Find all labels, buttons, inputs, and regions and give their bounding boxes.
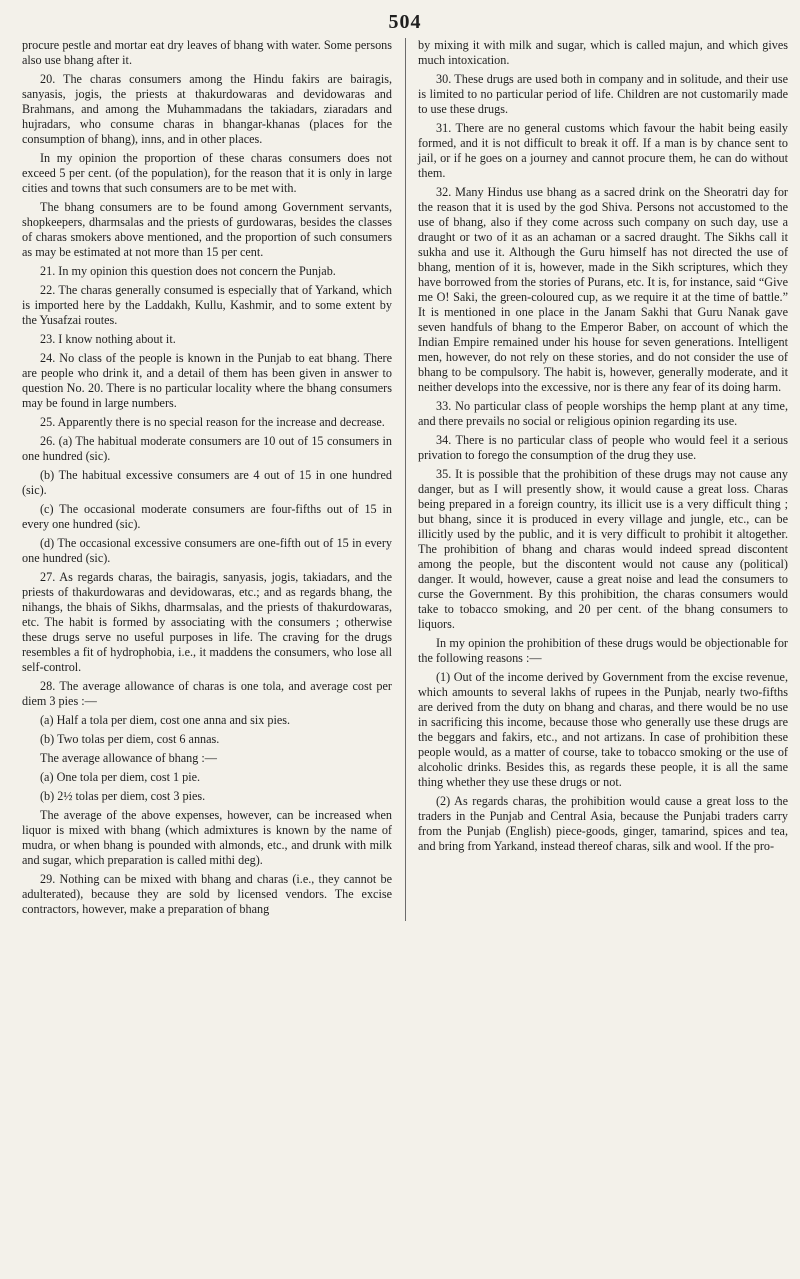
column-divider [405, 38, 406, 921]
paragraph: 32. Many Hindus use bhang as a sacred drink on the Sheoratri day for the reason that it is used by the god Shiva. Persons not accustomed to the use of bhang, also if they come across such company on such day, use a draught or two of it as an achaman or a sacred draught. The Sikhs call it sukha and use it. Although the Guru himself has not directed the use of bhang, mention of it is, however, made in the Sikh scriptures, which they have borrowed from the stories of Purans, etc. It is, for instance, said “Give me O! Saki, the green-coloured cup, as we require it at the time of battle.” It is mentioned in one place in the Janam Sakhi that Guru Nanak gave seven handfuls of bhang to the Emperor Baber, on account of which the Indian Empire remained under his house for seven generations. Intelligent men, however, do not rely on these stories, and do not consider the use of bhang to be compulsory. The habit is, however, generally moderate, and it neither develops into the excessive, nor is there any fear of its doing harm. [418, 185, 788, 394]
paragraph: 30. These drugs are used both in company and in solitude, and their use is limited to no particular period of life. Children are not customarily made to use these drugs. [418, 72, 788, 116]
paragraph: procure pestle and mortar eat dry leaves of bhang with water. Some persons also use bhang after it. [22, 38, 392, 67]
paragraph: (2) As regards charas, the prohibition would cause a great loss to the traders in the Punjab and Central Asia, because the Punjabi traders carry from the Punjab (English) piece-goods, ginger, tamarind, spices and tea, and bring from Yarkand, instead thereof charas, silk and wool. If the pro- [418, 794, 788, 853]
paragraph: 26. (a) The habitual moderate consumers are 10 out of 15 consumers in one hundred (sic). [22, 434, 392, 463]
paragraph: 28. The average allowance of charas is one tola, and average cost per diem 3 pies :— [22, 679, 392, 708]
paragraph: (c) The occasional moderate consumers are four-fifths out of 15 in every one hundred (sic). [22, 502, 392, 531]
paragraph: The bhang consumers are to be found among Government servants, shopkeepers, dharmsalas and the priests of gurdowaras, besides the classes of charas smokers above mentioned, and the proportion of such consumers as may be estimated at not more than 15 per cent. [22, 200, 392, 259]
paragraph: 20. The charas consumers among the Hindu fakirs are bairagis, sanyasis, jogis, the priests at thakurdowaras and devidowaras and Brahmans, and among the Muhammadans the takiadars, ziaradars and hujradars, who consume charas in bhangar-khanas (places for the consumption of bhang), inns, and in other places. [22, 72, 392, 146]
right-column [418, 38, 788, 921]
paragraph: (a) One tola per diem, cost 1 pie. [40, 770, 201, 784]
page-number: 504 [388, 11, 422, 33]
paragraph: 27. As regards charas, the bairagis, sanyasis, jogis, takiadars, and the priests of thakurdowaras and devidowaras, etc.; and as regards bhang, the nihangs, the bhais of Sikhs, dharmsalas, and the priests of thakurdowaras, etc. The habit is formed by associating with the consumers ; otherwise these drugs serve no useful purposes in life. The craving for the drugs resembles a fit of hydrophobia, i.e., it maddens the consumers, who lose all self-control. [22, 570, 392, 674]
paragraph: (1) Out of the income derived by Government from the excise revenue, which amounts to several lakhs of rupees in the Punjab, nearly two-fifths are derived from the duty on bhang and charas, and there would be no use in sacrificing this income, because those who generally use these drugs are the beggars and fakirs, etc., and not artizans. In case of prohibition these people would, as a matter of course, take to tobacco smoking or the use of alcoholic drinks. Besides this, as regards these people, it is all the same thing whether they use these drugs or not. [418, 670, 788, 789]
paragraph: (b) Two tolas per diem, cost 6 annas. [40, 732, 220, 746]
paragraph: In my opinion the proportion of these charas consumers does not exceed 5 per cent. (of the population), for the reason that it is only in large cities and towns that such consumers are to be met with. [22, 151, 392, 195]
paragraph: (b) The habitual excessive consumers are 4 out of 15 in one hundred (sic). [22, 468, 392, 497]
two-column-body [22, 38, 788, 921]
paragraph: 34. There is no particular class of people who would feel it a serious privation to forego the consumption of the drug they use. [418, 433, 788, 462]
paragraph: 21. In my opinion this question does not concern the Punjab. [40, 264, 336, 278]
paragraph: (d) The occasional excessive consumers are one-fifth out of 15 in every one hundred (sic). [22, 536, 392, 565]
paragraph: The average allowance of bhang :— [40, 751, 217, 765]
paragraph: The average of the above expenses, however, can be increased when liquor is mixed with bhang (which admixtures is known by the name of mudra, or when bhang is pounded with almonds, etc., and drunk with milk and sugar, which preparation is called mithi deg). [22, 808, 392, 867]
paragraph: 25. Apparently there is no special reason for the increase and decrease. [40, 415, 385, 429]
paragraph: 24. No class of the people is known in the Punjab to eat bhang. There are people who drink it, and a detail of them has been given in answer to question No. 20. There is no particular locality where the bhang consumers may be found in large numbers. [22, 351, 392, 410]
paragraph: 31. There are no general customs which favour the habit being easily formed, and it is not difficult to break it off. If a man is by chance sent to jail, or if he goes on a journey and cannot procure them, he can do without them. [418, 121, 788, 180]
paragraph: (a) Half a tola per diem, cost one anna and six pies. [40, 713, 291, 727]
paragraph: 35. It is possible that the prohibition of these drugs may not cause any danger, but as I will presently show, it would cause a great loss. Charas being prepared in a foreign country, its illicit use is a very difficult thing ; but bhang, since it is produced in every village and jungle, etc., can be illicitly used by the public, and it is very difficult to prohibit it altogether. The prohibition of bhang and charas would indeed spread discontent among the people, but the discontent would not cause any (political) danger. It would, however, cause a great noise and lead the consumers to curse the Government. By this prohibition, the charas consumers would take to tobacco smoking, and 20 per cent. of the bhang consumers to liquors. [418, 467, 788, 631]
left-column [22, 38, 392, 921]
paragraph: (b) 2½ tolas per diem, cost 3 pies. [40, 789, 206, 803]
paragraph: In my opinion the prohibition of these drugs would be objectionable for the following reasons :— [418, 636, 788, 665]
paragraph: 23. I know nothing about it. [40, 332, 176, 346]
paragraph: 22. The charas generally consumed is especially that of Yarkand, which is imported here by the Laddakh, Kullu, Kashmir, and to some extent by the Yusafzai routes. [22, 283, 392, 327]
paragraph: 33. No particular class of people worships the hemp plant at any time, and there prevails no social or religious opinion regarding its use. [418, 399, 788, 428]
paragraph: 29. Nothing can be mixed with bhang and charas (i.e., they cannot be adulterated), because they are sold by licensed vendors. The excise contractors, however, make a preparation of bhang [22, 872, 392, 916]
paragraph: by mixing it with milk and sugar, which is called majun, and which gives much intoxication. [418, 38, 788, 67]
